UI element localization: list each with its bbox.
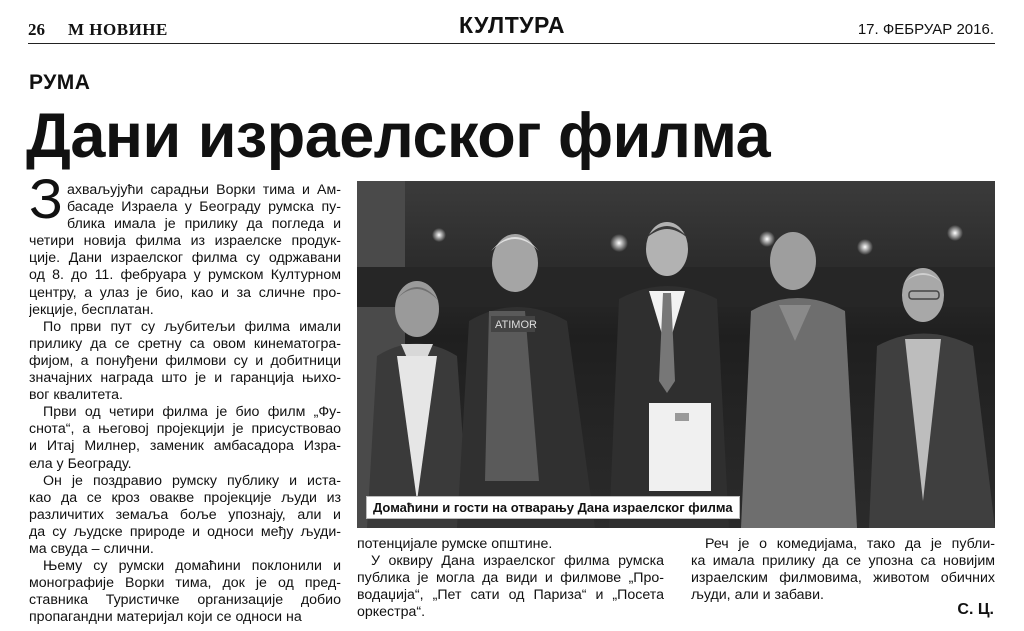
- shirt-print: ATIMOR: [495, 319, 537, 331]
- text-line: оркестра“.: [357, 604, 426, 621]
- text-line: ставника Туристичке организације добио: [29, 592, 341, 609]
- article-photo: [357, 181, 995, 528]
- text-line: ма свуда – слични.: [29, 540, 154, 557]
- text-line: ка имала прилику да се упозна са новијим: [691, 553, 995, 570]
- issue-date: 17. ФЕБРУАР 2016.: [857, 21, 994, 38]
- author-signature: С. Ц.: [957, 601, 994, 618]
- text-line: прилику да се сретну са овом кинематогра-: [29, 335, 341, 352]
- text-line: људи, али и забави.: [691, 587, 824, 604]
- text-line: Први од четири филма је био филм „Фу-: [43, 404, 341, 421]
- text-line: пропагандни материјал који се односи на: [29, 609, 302, 626]
- page-number: 26: [28, 20, 45, 39]
- article-column-2: [357, 536, 664, 621]
- text-line: ахваљујући сарадњи Ворки тима и Ам-: [67, 182, 341, 198]
- header-rule: [28, 43, 995, 44]
- section-title: КУЛТУРА: [459, 12, 565, 38]
- text-line: Он је поздравио румску публику и иста-: [43, 472, 341, 489]
- text-line: водаџија“, „Пет сати од Париза“ и „Посета: [357, 587, 664, 604]
- text-line: четири новија филма из израелске продук-: [29, 233, 341, 250]
- photo-caption: Домаћини и гости на отварању Дана израелског филма: [366, 496, 740, 519]
- text-line: израелским филмовима, животом обичних: [691, 570, 995, 587]
- text-line: фијом, а понуђени филмови су и добитници: [29, 352, 341, 369]
- article-column-3: [691, 536, 995, 604]
- text-line: По први пут су љубитељи филма имали: [43, 318, 341, 335]
- text-line: различитих земаља боље упознају, али и: [29, 506, 341, 523]
- text-line: снота“, а његовој пројекцији је присуствовао: [29, 421, 341, 438]
- text-line: ела у Београду.: [29, 455, 132, 472]
- text-line: басаде Израела у Београду румска пу-: [67, 199, 341, 216]
- text-line: центру, а улаз је био, као и за сличне про-: [29, 284, 341, 301]
- text-line: да су људске природе и односи међу људи-: [29, 523, 341, 540]
- text-line: од 8. до 11. фебруара у румском Културном: [29, 267, 341, 284]
- text-line: и Итај Милнер, заменик амбасадора Изра-: [29, 438, 341, 455]
- text-line: блика имала је прилику да погледа и: [67, 216, 341, 233]
- publication-name: М НОВИНЕ: [68, 20, 168, 39]
- article-kicker: РУМА: [29, 71, 91, 94]
- text-line: У оквиру Дана израелског филма румска: [371, 553, 664, 570]
- text-line: монографије Ворки тима, док је од пред-: [29, 575, 341, 592]
- text-line: ције. Дани израелског филма су одржавани: [29, 250, 341, 267]
- text-line: Њему су румски домаћини поклонили и: [43, 558, 341, 575]
- text-line: потенцијале румске општине.: [357, 536, 553, 552]
- text-line: јекције, бесплатан.: [29, 301, 154, 318]
- text-line: вог квалитета.: [29, 387, 123, 404]
- article-column-1: [29, 182, 341, 626]
- text-line: значајних награда што је и гаранција њихо-: [29, 370, 341, 387]
- photo-illustration: [357, 181, 995, 528]
- text-line: Реч је о комедијама, тако да је публи-: [705, 536, 995, 552]
- text-line: као да се кроз овакве пројекције људи из: [29, 489, 341, 506]
- drop-cap: З: [29, 167, 63, 230]
- text-line: публика је могла да види и филмове „Про-: [357, 570, 664, 587]
- article-headline: Дани израелског филма: [26, 101, 771, 171]
